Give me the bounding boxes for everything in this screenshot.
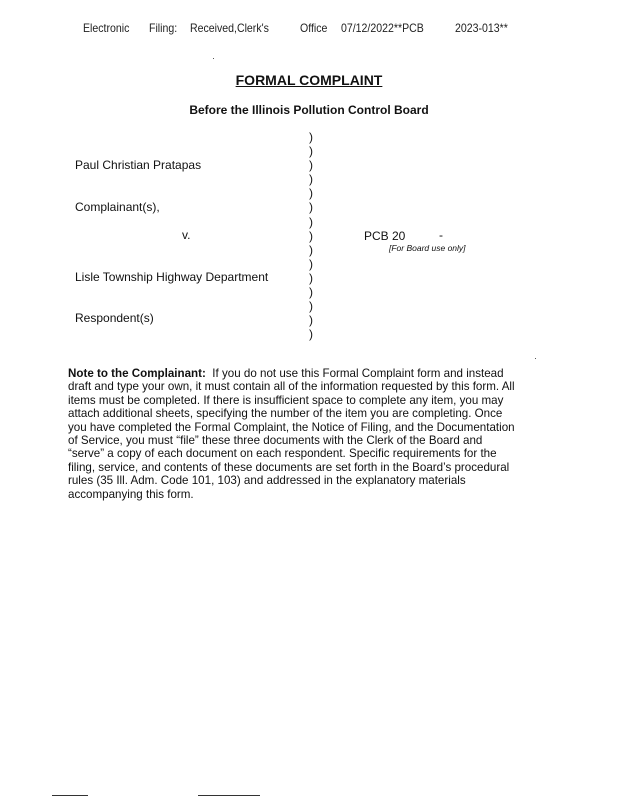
bracket-paren: ) (309, 313, 313, 328)
bracket-paren: ) (309, 214, 313, 229)
bracket-paren: ) (309, 158, 313, 173)
footer-rule-right (198, 795, 260, 796)
form-subtitle: Before the Illinois Pollution Control Board (189, 103, 429, 117)
stamp-office: Office (300, 21, 328, 35)
bracket-paren: ) (309, 327, 313, 342)
footer-rule-left (52, 795, 88, 796)
bracket-paren: ) (309, 186, 313, 201)
complainant-note (68, 367, 544, 501)
note-line: items must be completed. If there is insufficient space to complete any item, you may (68, 393, 504, 407)
bracket-paren: ) (309, 130, 313, 144)
bracket-paren: ) (309, 299, 313, 314)
note-line: filing, service, and contents of these documents are set forth in the Board’s procedural (68, 460, 510, 474)
note-line: attach additional sheets, specifying the number of the item you are completing. Once (68, 407, 503, 421)
bracket-paren: ) (309, 285, 313, 300)
complainant-label: Complainant(s), (75, 200, 160, 214)
complainant-name: Paul Christian Pratapas (75, 158, 202, 172)
note-line: you have completed the Formal Complaint, the Notice of Filing, and the Documentation (68, 420, 515, 434)
note-line: of Service, you must “file” these three documents with the Clerk of the Board and (68, 434, 483, 448)
bracket-paren: ) (309, 256, 313, 271)
note-line: “serve” a copy of each document on each respondent. Specific requirements for the (68, 447, 497, 461)
note-line (68, 367, 544, 380)
bracket-paren: ) (309, 228, 313, 243)
case-number-dash: - (439, 228, 443, 242)
note-line: draft and type your own, it must contain all of the information requested by this form. All (68, 380, 515, 394)
caption-bracket (309, 130, 313, 341)
note-text: If you do not use this Formal Complaint form and instead (212, 367, 504, 380)
versus-label: v. (182, 228, 191, 242)
note-line: accompanying this form. (68, 487, 194, 501)
respondent-label: Respondent(s) (75, 311, 154, 325)
bracket-paren: ) (309, 200, 313, 215)
stamp-case-number: 2023-013** (455, 21, 508, 35)
bracket-paren: ) (309, 270, 313, 285)
scan-speck (213, 58, 214, 59)
stamp-electronic: Electronic (83, 21, 130, 35)
bracket-paren: ) (309, 242, 313, 257)
note-label: Note to the Complainant: (68, 367, 206, 380)
bracket-paren: ) (309, 172, 313, 187)
bracket-paren: ) (309, 144, 313, 159)
note-line: rules (35 Ill. Adm. Code 101, 103) and addressed in the explanatory materials (68, 474, 466, 488)
board-use-note: [For Board use only] (389, 243, 466, 253)
form-title: FORMAL COMPLAINT (235, 72, 383, 88)
scan-speck (535, 358, 536, 359)
stamp-date-code: 07/12/2022**PCB (341, 21, 424, 35)
stamp-filing: Filing: (149, 21, 178, 35)
stamp-received: Received,Clerk's (190, 21, 269, 35)
respondent-name: Lisle Township Highway Department (75, 270, 269, 284)
case-number-prefix: PCB 20 (364, 229, 406, 243)
